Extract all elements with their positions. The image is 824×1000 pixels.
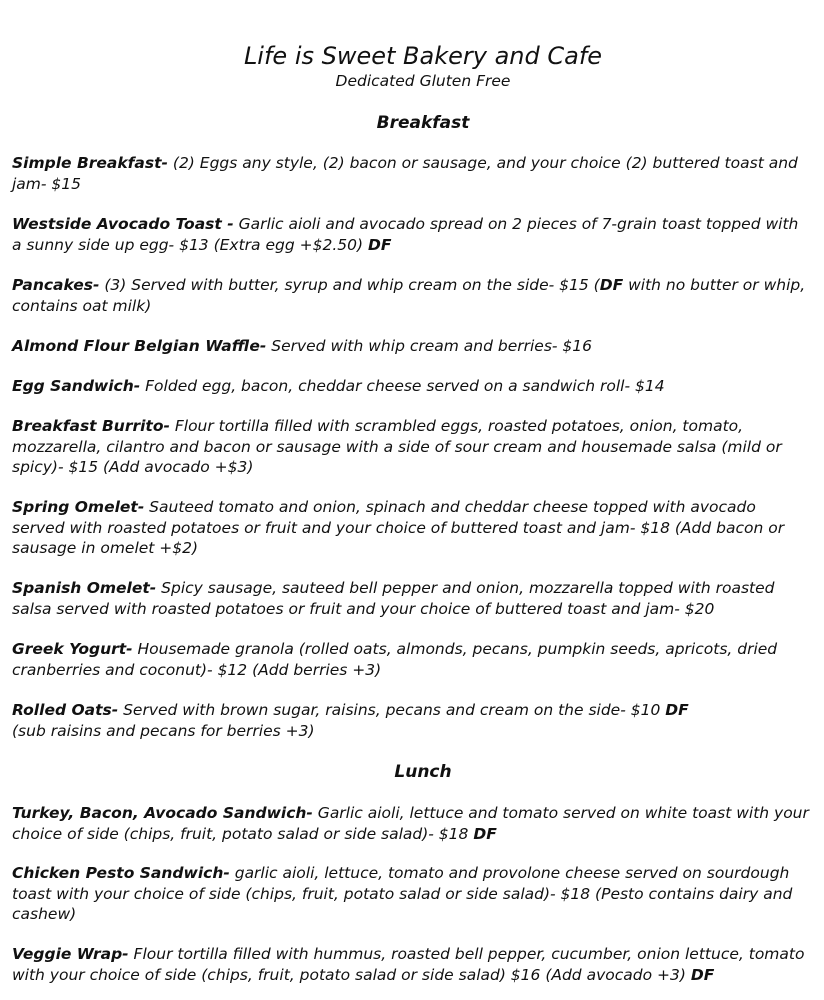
menu-item-line — [12, 296, 824, 317]
menu-item-line — [12, 884, 824, 905]
menu-item-line — [12, 863, 824, 884]
menu-item-text: (3) Served with butter, syrup and whip cream on the side- $15 ( — [99, 276, 600, 294]
menu-item-line — [12, 965, 824, 986]
menu-item-line — [12, 497, 824, 518]
menu-item-pancakes — [12, 275, 824, 316]
menu-item-line — [12, 518, 824, 539]
menu-item-line — [12, 660, 824, 681]
menu-item-line — [12, 174, 824, 195]
menu-item-text: with no butter or whip, — [623, 276, 806, 294]
menu-item-line — [12, 416, 824, 437]
menu-item-text: (2) Eggs any style, (2) bacon or sausage, and your choice (2) buttered toast and — [167, 154, 798, 172]
menu-item-line — [12, 721, 824, 742]
menu-item-text: Spicy sausage, sauteed bell pepper and onion, mozzarella topped with roasted — [156, 579, 775, 597]
menu-item-veggie-wrap — [12, 944, 824, 985]
menu-item-text: Housemade granola (rolled oats, almonds, pecans, pumpkin seeds, apricots, dried — [132, 640, 778, 658]
menu-item-bold-text: Chicken Pesto Sandwich- — [12, 864, 230, 882]
menu-item-line — [12, 336, 824, 357]
menu-item-breakfast-burrito — [12, 416, 824, 478]
menu-item-text: toast with your choice of side (chips, fruit, potato salad or side salad)- $18 (Pesto contains dairy and — [12, 884, 793, 903]
menu-item-text: sausage in omelet +$2) — [12, 539, 199, 557]
menu-item-bold-text: Breakfast Burrito- — [12, 417, 170, 435]
menu-item-bold-text: Spring Omelet- — [12, 498, 145, 516]
menu-item-text: Folded egg, bacon, cheddar cheese served on a sandwich roll- $14 — [140, 377, 665, 395]
menu-item-rolled-oats — [12, 700, 824, 741]
menu-item-text: with your choice of side (chips, fruit, potato salad or side salad) $16 (Add avocado +3) — [12, 965, 691, 984]
menu-item-simple-breakfast — [12, 153, 824, 194]
menu-item-bold-text: Spanish Omelet- — [12, 579, 157, 597]
menu-item-line — [12, 437, 824, 458]
menu-item-bold-text: DF — [367, 235, 392, 254]
menu-item-line — [12, 538, 824, 559]
menu-item-text: Garlic aioli and avocado spread on 2 pieces of 7-grain toast topped with — [233, 215, 799, 233]
menu-item-line — [12, 803, 824, 824]
menu-item-bold-text: Westside Avocado Toast - — [12, 215, 234, 233]
menu-item-line — [12, 214, 824, 235]
menu-item-line — [12, 944, 824, 965]
menu-item-bold-text: Rolled Oats- — [12, 701, 119, 719]
menu-item-line — [12, 700, 824, 721]
menu-item-text: salsa served with roasted potatoes or fruit and your choice of buttered toast and jam- $20 — [12, 599, 715, 618]
menu-item-spring-omelet — [12, 497, 824, 559]
menu-item-chicken-pesto-sandwich — [12, 863, 824, 925]
menu-item-text: choice of side (chips, fruit, potato salad or side salad)- $18 — [12, 824, 474, 843]
menu-item-bold-text: Veggie Wrap- — [12, 945, 129, 963]
menu-item-spanish-omelet — [12, 578, 824, 619]
menu-item-text: Flour tortilla filled with scrambled eggs, roasted potatoes, onion, tomato, — [169, 417, 744, 435]
menu-item-bold-text: DF — [599, 276, 624, 294]
menu-item-text: cranberries and coconut)- $12 (Add berries +3) — [12, 660, 382, 679]
menu-item-text: Served with whip cream and berries- $16 — [266, 337, 593, 355]
menu-item-bold-text: Greek Yogurt- — [12, 640, 133, 658]
menu-item-bold-text: DF — [690, 965, 715, 984]
menu-item-line — [12, 599, 824, 620]
menu-item-bold-text: Turkey, Bacon, Avocado Sandwich- — [12, 804, 313, 822]
menu-item-line — [12, 153, 824, 174]
page-title: Life is Sweet Bakery and Cafe — [243, 42, 603, 70]
page-subtitle: Dedicated Gluten Free — [335, 72, 511, 90]
lunch-heading: Lunch — [394, 762, 452, 782]
menu-item-text: mozzarella, cilantro and bacon or sausage with a side of sour cream and housemade salsa (mild or — [12, 437, 782, 456]
menu-item-almond-flour-belgian-waffle — [12, 336, 824, 357]
menu-item-bold-text: Egg Sandwich- — [12, 377, 141, 395]
menu-item-text: jam- $15 — [12, 174, 82, 193]
menu-item-text: Served with brown sugar, raisins, pecans and cream on the side- $10 — [118, 701, 666, 719]
menu-item-text: Flour tortilla filled with hummus, roasted bell pepper, cucumber, onion lettuce, tomato — [128, 945, 805, 963]
menu-item-text: spicy)- $15 (Add avocado +$3) — [12, 458, 254, 476]
menu-item-greek-yogurt — [12, 639, 824, 680]
menu-item-line — [12, 904, 824, 925]
menu-item-text: (sub raisins and pecans for berries +3) — [12, 721, 315, 740]
menu-item-text: cashew) — [12, 905, 77, 923]
menu-item-text: garlic aioli, lettuce, tomato and provolone cheese served on sourdough — [229, 864, 790, 882]
menu-item-text: contains oat milk) — [12, 296, 152, 315]
menu-item-line — [12, 376, 824, 397]
menu-item-line — [12, 639, 824, 660]
menu-item-text: a sunny side up egg- $13 (Extra egg +$2.50) — [12, 235, 368, 254]
menu-item-bold-text: Almond Flour Belgian Waffle- — [12, 337, 267, 355]
menu-item-text: served with roasted potatoes or fruit and your choice of buttered toast and jam- $18 (Add bacon or — [12, 518, 785, 537]
menu-item-bold-text: DF — [473, 824, 497, 843]
menu-item-line — [12, 275, 824, 296]
menu-item-text: Sauteed tomato and onion, spinach and cheddar cheese topped with avocado — [144, 498, 756, 516]
menu-item-line — [12, 824, 824, 845]
menu-item-line — [12, 578, 824, 599]
menu-item-egg-sandwich — [12, 376, 824, 397]
menu-item-line — [12, 235, 824, 256]
menu-item-text: Garlic aioli, lettuce and tomato served on white toast with your — [312, 804, 809, 822]
menu-item-bold-text: Pancakes- — [12, 276, 100, 294]
menu-item-westside-avocado-toast — [12, 214, 824, 255]
menu-item-turkey-bacon-avocado-sandwich — [12, 803, 824, 844]
menu-item-line — [12, 457, 824, 478]
menu-item-bold-text: DF — [665, 701, 689, 719]
menu-item-bold-text: Simple Breakfast- — [12, 154, 168, 172]
breakfast-heading: Breakfast — [376, 113, 470, 133]
